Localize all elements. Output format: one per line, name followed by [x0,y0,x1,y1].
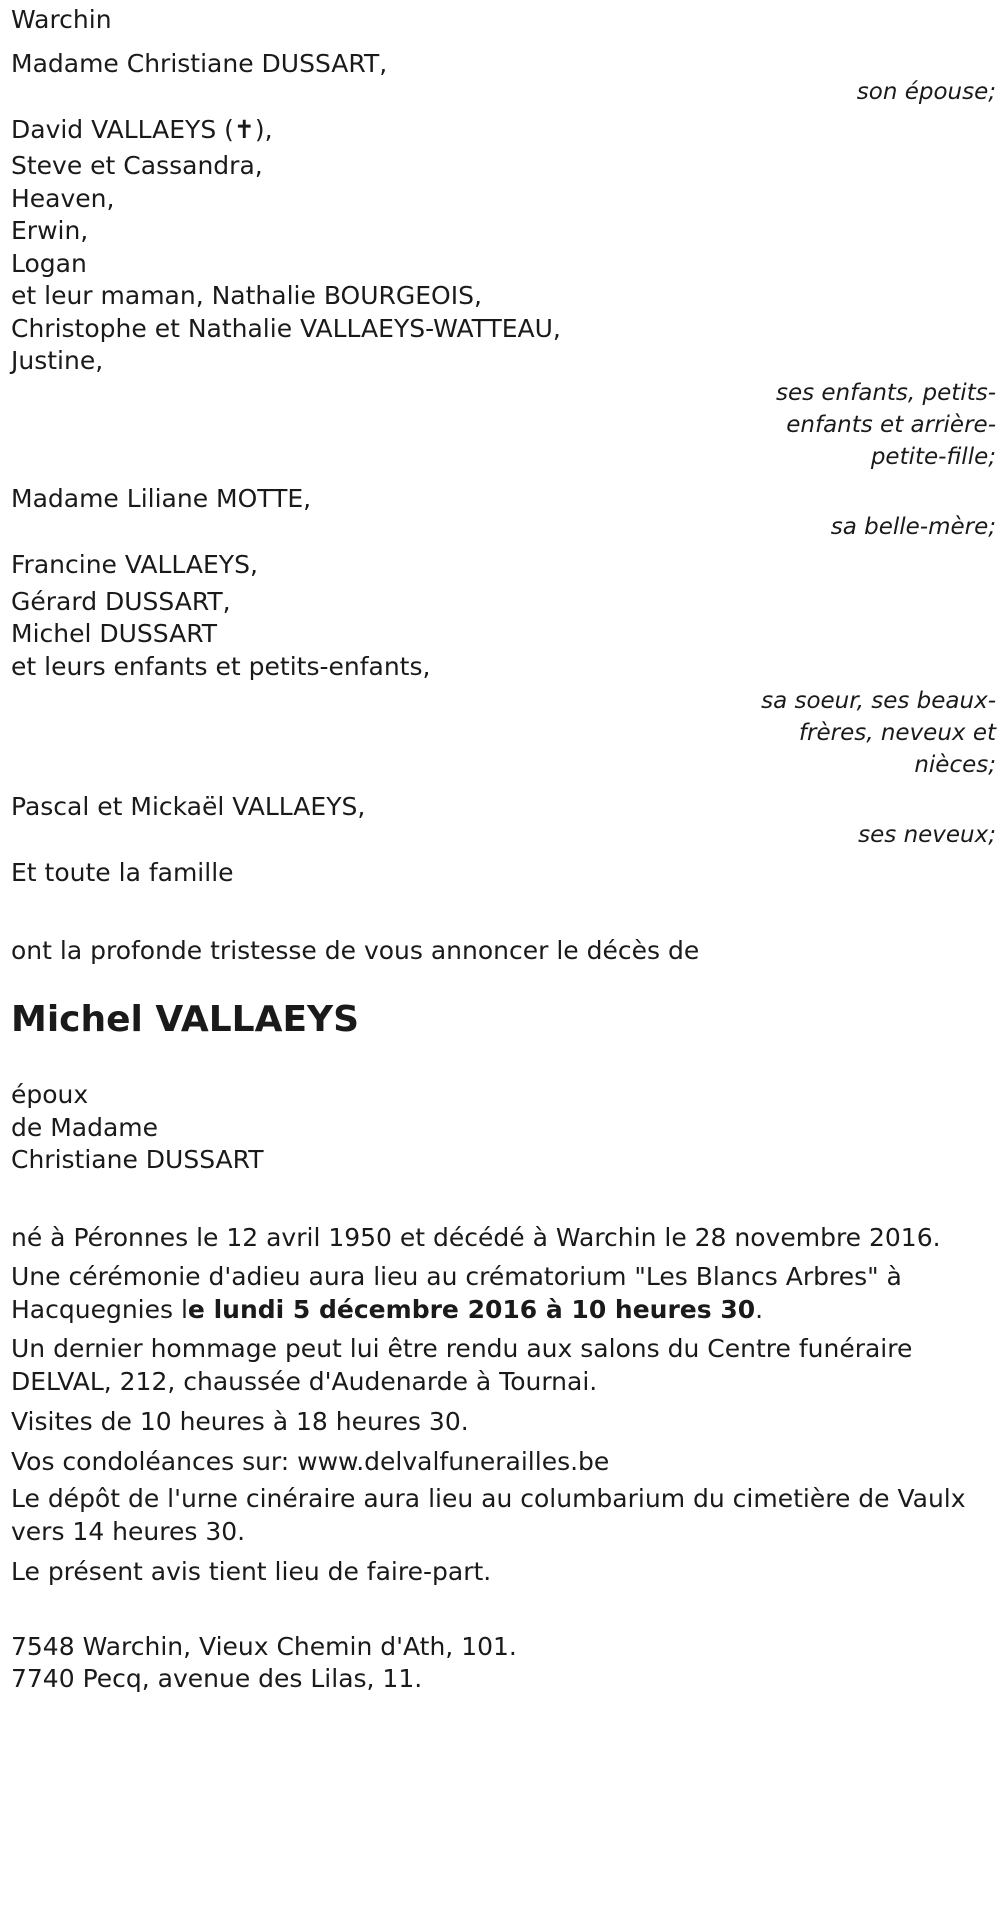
addresses [11,1630,996,1695]
family-group-spouse [11,44,996,112]
family-name: Madame Liliane MOTTE, [11,484,312,513]
notice: Le présent avis tient lieu de faire-part. [11,1557,492,1586]
family-group-mother-in-law [11,479,996,547]
address-line: 7548 Warchin, Vieux Chemin d'Ath, 101. [11,1632,517,1661]
ceremony: Une cérémonie d'adieu aura lieu au crématorium "Les Blancs Arbres" à Hacquegnies le lundi 5 décembre 2016 à 10 heures 30. [11,1262,902,1324]
family-name: Pascal et Mickaël VALLAEYS, [11,792,366,821]
spouse-line: Christiane DUSSART [11,1145,264,1174]
spouse-line: de Madame [11,1113,159,1142]
family-group-children [11,110,996,473]
family-name: Christophe et Nathalie VALLAEYS-WATTEAU, [11,314,561,343]
family-name: Logan [11,249,87,278]
family-name: Steve et Cassandra, [11,151,263,180]
whole-family: Et toute la famille [11,858,234,887]
address-line: 7740 Pecq, avenue des Lilas, 11. [11,1664,423,1693]
relation-label: sa belle-mère; [830,514,996,540]
family-name: et leur maman, Nathalie BOURGEOIS, [11,281,482,310]
deceased-name: Michel VALLAEYS [11,999,360,1040]
family-name: Erwin, [11,216,89,245]
family-name: et leurs enfants et petits-enfants, [11,652,431,681]
relation-label: ses neveux; [858,822,996,848]
tribute: Un dernier hommage peut lui être rendu aux salons du Centre funéraire DELVAL, 212, chaussée d'Audenarde à Tournai. [11,1334,913,1396]
family-name: Francine VALLAEYS, [11,550,258,579]
announcement: ont la profonde tristesse de vous annoncer le décès de [11,936,700,965]
spouse-line: époux [11,1080,89,1109]
family-group-siblings [11,545,996,781]
family-name: Gérard DUSSART, [11,587,231,616]
relation-label: son épouse; [856,79,996,105]
relation-label: sa soeur, ses beaux- frères, neveux et nièces; [761,688,996,778]
condolences: Vos condoléances sur: www.delvalfunerailles.be [11,1447,610,1476]
family-name: Justine, [11,346,104,375]
family-name: Heaven, [11,184,115,213]
family-name: Michel DUSSART [11,619,218,648]
birth-death: né à Péronnes le 12 avril 1950 et décédé à Warchin le 28 novembre 2016. [11,1223,941,1252]
visits: Visites de 10 heures à 18 heures 30. [11,1407,469,1436]
urn: Le dépôt de l'urne cinéraire aura lieu au columbarium du cimetière de Vaulx vers 14 heures 30. [11,1484,966,1546]
family-name: Madame Christiane DUSSART, [11,49,388,78]
family-group-nephews [11,787,996,855]
place-header: Warchin [11,5,112,34]
relation-label: ses enfants, petits- enfants et arrière- petite-fille; [775,380,996,470]
family-name: David VALLAEYS (✝), [11,115,273,144]
ceremony-date: e lundi 5 décembre 2016 à 10 heures 30 [187,1295,756,1324]
spouse-block [11,1079,996,1176]
